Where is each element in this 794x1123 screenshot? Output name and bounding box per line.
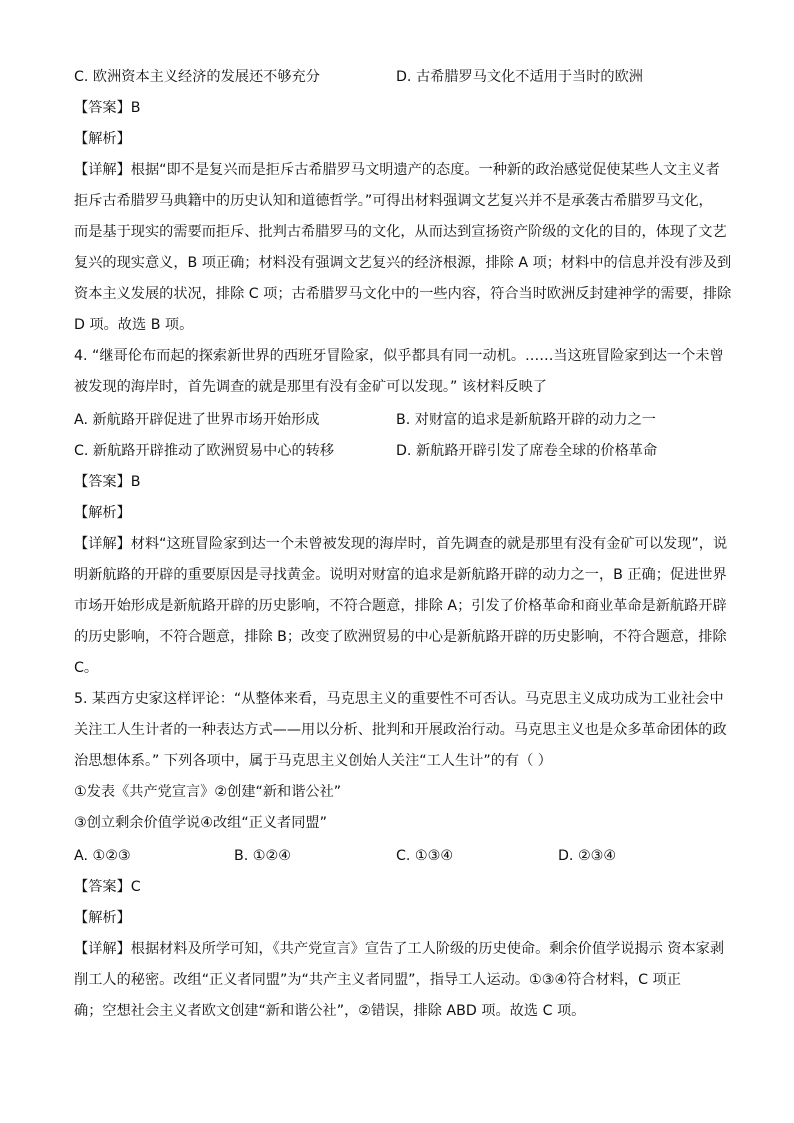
q5-stem-line: 治思想体系。” 下列各项中，属于马克思主义创始人关注“工人生计”的有（ ） [74,753,552,769]
q3-detail-line: 资本主义发展的状况，排除 C 项；古希腊罗马文化中的一些内容，符合当时欧洲反封建神学的需要，排除 [74,286,732,302]
q4-option-a: A. 新航路开辟促进了世界市场开始形成 [74,412,320,428]
q5-answer: 【答案】C [74,879,141,895]
q5-option-a: A. ①②③ [74,848,131,864]
q4-option-d: D. 新航路开辟引发了席卷全球的价格革命 [396,443,658,459]
q4-detail-line: 明新航路的开辟的重要原因是寻找黄金。说明对财富的追求是新航路开辟的动力之一，B 正确；促进世界 [74,567,727,583]
q4-answer: 【答案】B [74,474,141,490]
q5-option-c: C. ①③④ [396,848,454,864]
q5-stem-line: 关注工人生计者的一种表达方式——用以分析、批判和开展政治行动。马克思主义也是众多革命团体的政 [74,722,727,738]
q5-option-d: D. ②③④ [558,848,617,864]
q5-stem-line: 5. 某西方史家这样评论：“从整体来看，马克思主义的重要性不可否认。马克思主义成功成为工业社会中 [74,691,724,707]
q4-detail-line: 【详解】材料“这班冒险家到达一个未曾被发现的海岸时，首先调查的就是那里有没有金矿可以发现”，说 [74,536,728,552]
q4-detail-line: 的历史影响，不符合题意，排除 B；改变了欧洲贸易的中心是新航路开辟的历史影响，不符合题意，排除 [74,629,727,645]
q4-detail-line: 市场开始形成是新航路开辟的历史影响，不符合题意，排除 A；引发了价格革命和商业革命是新航路开辟 [74,598,727,614]
q3-option-c: C. 欧洲资本主义经济的发展还不够充分 [74,69,320,85]
q3-detail-line: 拒斥古希腊罗马典籍中的历史认知和道德哲学。”可得出材料强调文艺复兴并不是承袭古希腊罗马文化， [74,193,713,209]
q3-detail-line: 【详解】根据“即不是复兴而是拒斥古希腊罗马文明遗产的态度。一种新的政治感觉促使某些人文主义者 [74,162,720,178]
q5-detail-line: 确；空想社会主义者欧文创建“新和谐公社”，②错误，排除 ABD 项。故选 C 项。 [74,1003,586,1019]
q5-stem-line: ③创立剩余价值学说④改组“正义者同盟” [74,815,327,831]
q3-analysis-heading: 【解析】 [74,131,131,147]
q3-detail-line: 复兴的现实意义，B 项正确；材料没有强调文艺复兴的经济根源，排除 A 项；材料中的信息并没有涉及到 [74,255,732,271]
q4-option-b: B. 对财富的追求是新航路开辟的动力之一 [396,412,656,428]
q5-option-b: B. ①②④ [234,848,291,864]
q4-stem-line: 4. “继哥伦布而起的探索新世界的西班牙冒险家，似乎都具有同一动机。……当这班冒险家到达一个未曾 [74,348,724,364]
q3-answer: 【答案】B [74,100,141,116]
q4-analysis-heading: 【解析】 [74,505,131,521]
q4-option-c: C. 新航路开辟推动了欧洲贸易中心的转移 [74,443,335,459]
q3-detail-line: D 项。故选 B 项。 [74,317,194,333]
q4-stem-line: 被发现的海岸时，首先调查的就是那里有没有金矿可以发现。” 该材料反映了 [74,379,547,395]
q4-detail-line: C。 [74,660,99,676]
q3-detail-line: 而是基于现实的需要而拒斥、批判古希腊罗马的文化，从而达到宣扬资产阶级的文化的目的，体现了文艺 [74,224,727,240]
q5-detail-line: 【详解】根据材料及所学可知，《共产党宣言》宣告了工人阶级的历史使命。剩余价值学说揭示 资本家剥 [74,941,725,957]
q5-detail-line: 削工人的秘密。改组“正义者同盟”为“共产主义者同盟”，指导工人运动。①③④符合材料，C 项正 [74,972,681,988]
q5-stem-line: ①发表《共产党宣言》②创建“新和谐公社” [74,784,342,800]
q5-analysis-heading: 【解析】 [74,910,131,926]
q3-option-d: D. 古希腊罗马文化不适用于当时的欧洲 [396,69,643,85]
